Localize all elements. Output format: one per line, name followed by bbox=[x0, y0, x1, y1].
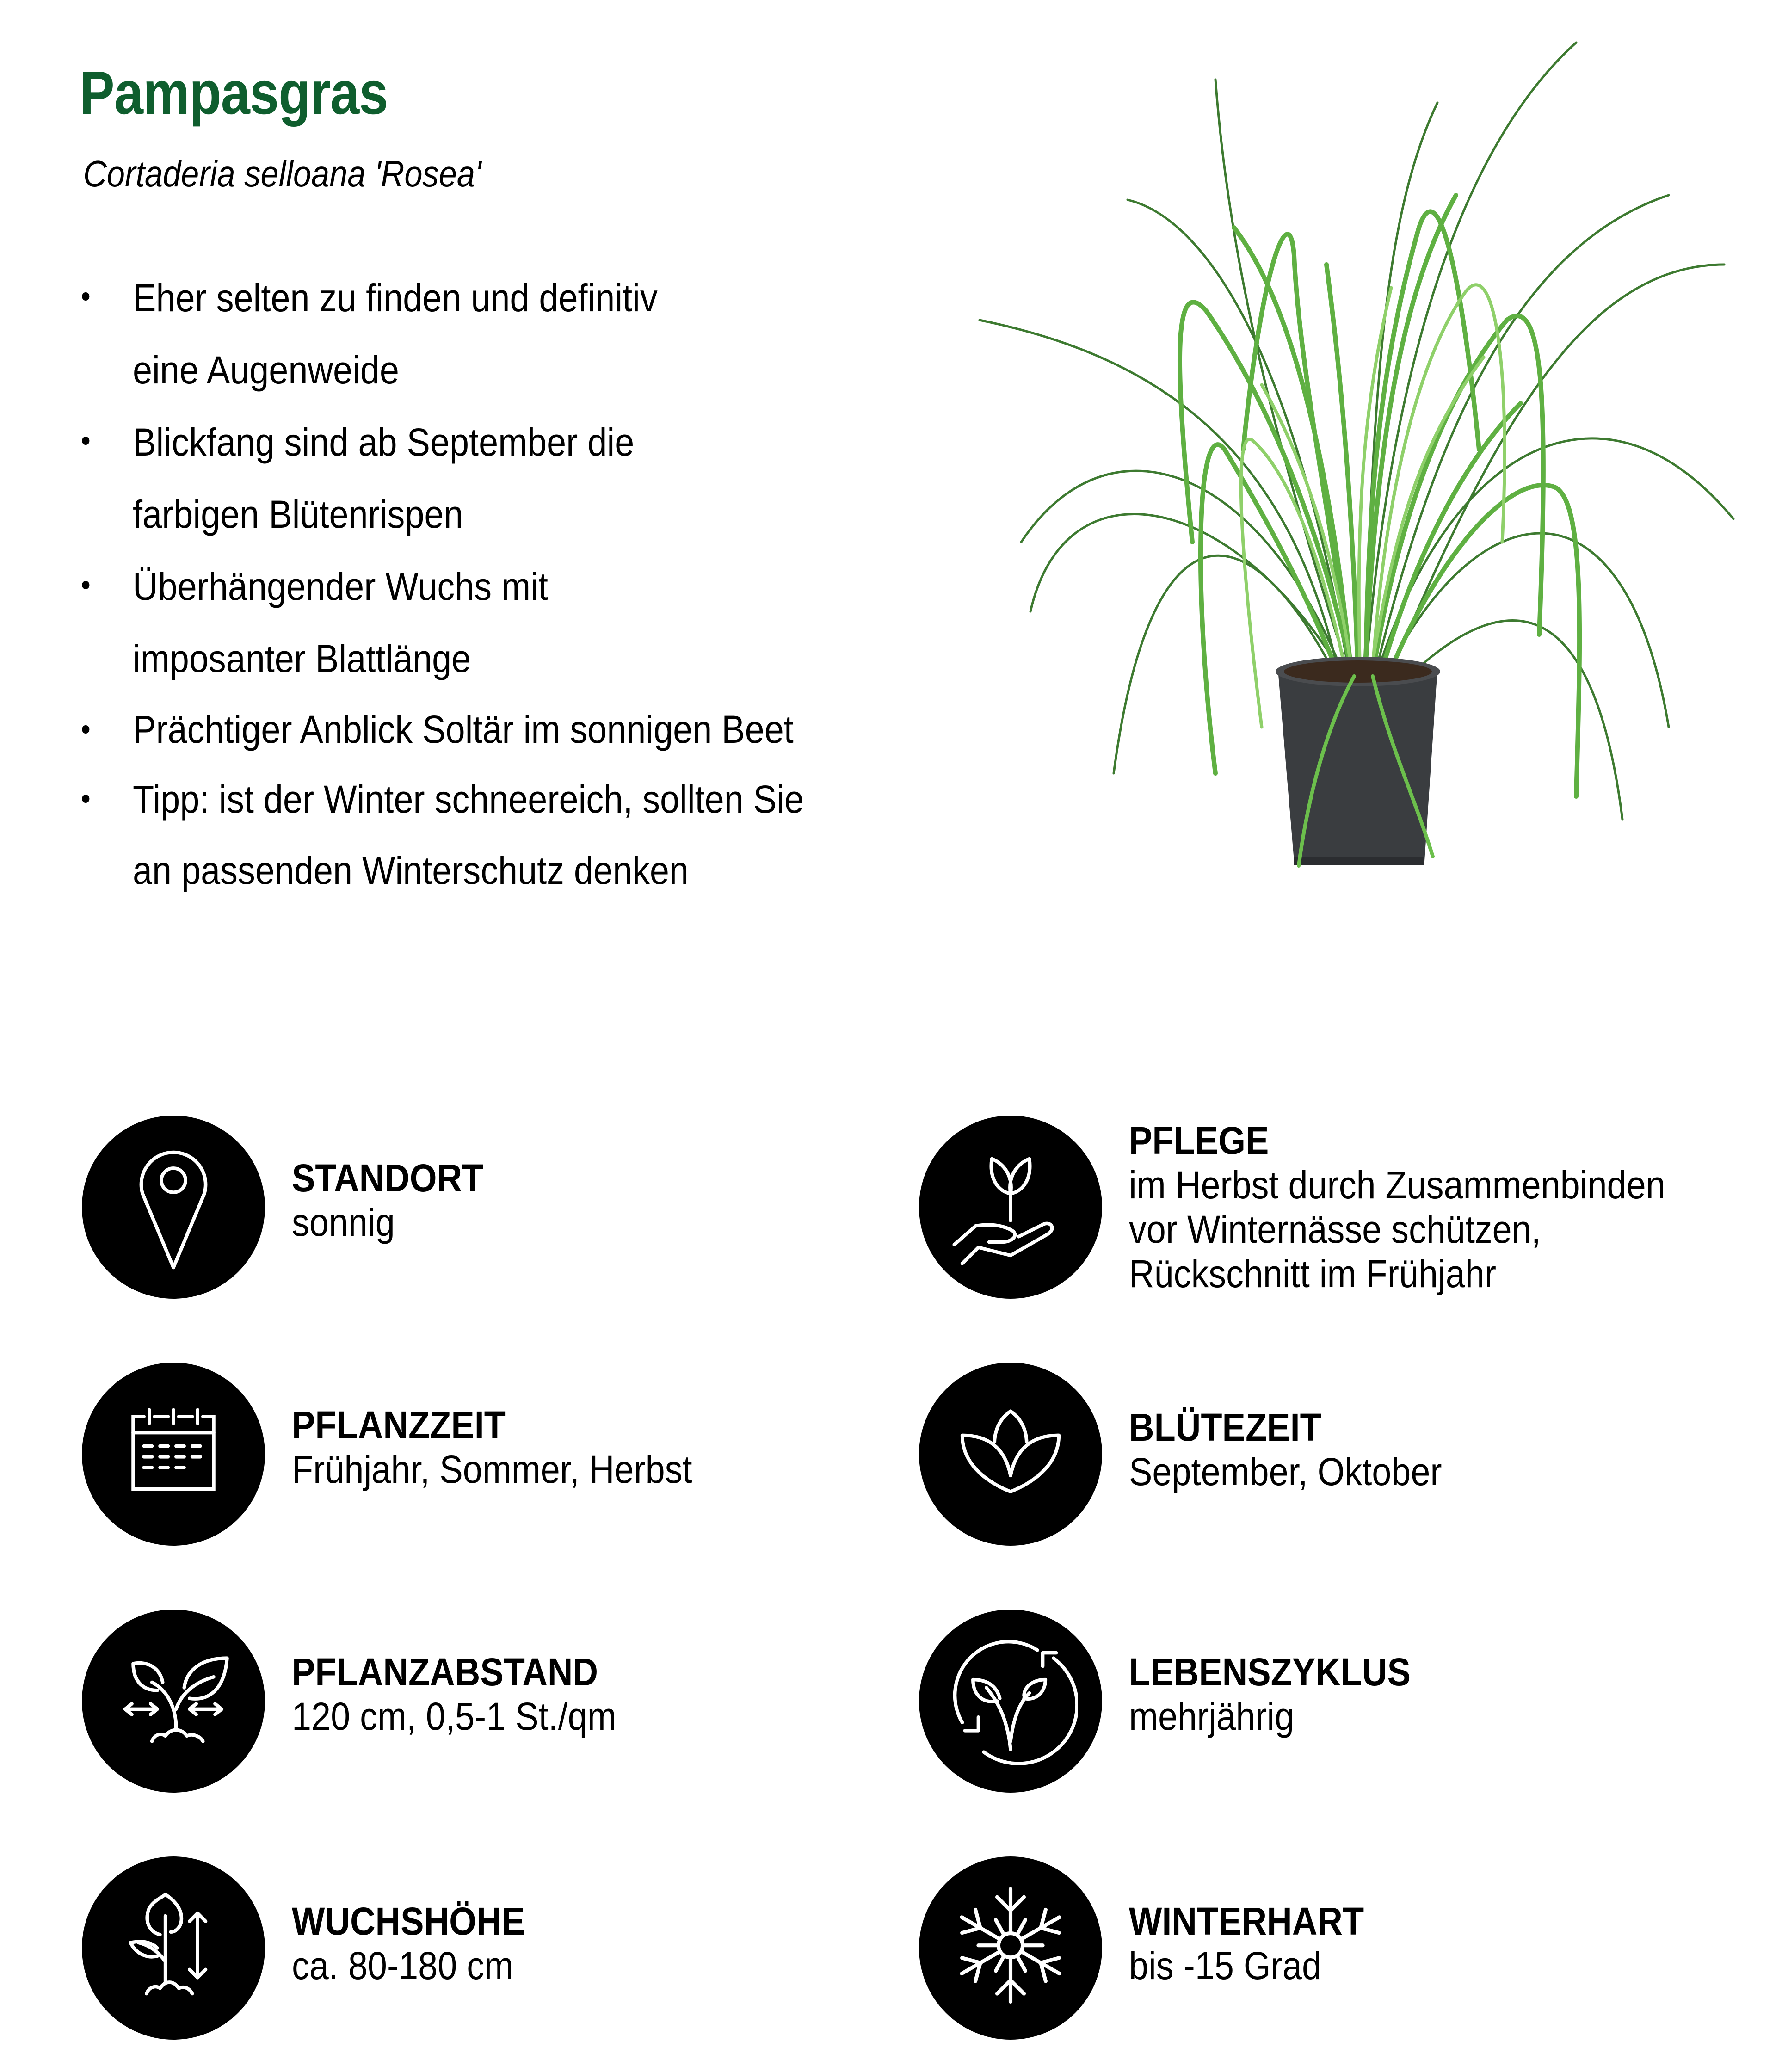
info-pflege bbox=[919, 1116, 1725, 1299]
info-standort bbox=[82, 1116, 505, 1299]
snowflake-icon bbox=[919, 1856, 1102, 2040]
bluetezeit-label: BLÜTEZEIT bbox=[1129, 1406, 1321, 1449]
info-winterhart bbox=[919, 1856, 1390, 2040]
standort-value: sonnig bbox=[292, 1201, 395, 1244]
plant-height-icon bbox=[82, 1856, 265, 2040]
calendar-icon bbox=[82, 1363, 265, 1546]
winterhart-label: WINTERHART bbox=[1129, 1899, 1364, 1943]
bullet-icon bbox=[82, 292, 89, 301]
feature-item: Überhängender Wuchs mit bbox=[79, 550, 924, 623]
pflanzabstand-label: PFLANZABSTAND bbox=[292, 1650, 598, 1694]
info-lebenszyklus bbox=[919, 1610, 1442, 1793]
feature-item: Blickfang sind ab September die bbox=[79, 406, 924, 478]
bullet-icon bbox=[82, 437, 89, 445]
info-bluetezeit bbox=[919, 1363, 1477, 1546]
lebenszyklus-value: mehrjährig bbox=[1129, 1695, 1295, 1738]
product-title: Pampasgras bbox=[80, 59, 388, 127]
plant-spacing-icon bbox=[82, 1610, 265, 1793]
info-wuchshoehe bbox=[82, 1856, 551, 2040]
wuchshoehe-label: WUCHSHÖHE bbox=[292, 1899, 525, 1943]
wuchshoehe-value: ca. 80-180 cm bbox=[292, 1944, 514, 1987]
winterhart-value: bis -15 Grad bbox=[1129, 1944, 1321, 1987]
bullet-icon bbox=[82, 795, 89, 803]
standort-label: STANDORT bbox=[292, 1156, 484, 1200]
feature-item-cont: eine Augenweide bbox=[133, 348, 399, 392]
info-pflanzzeit bbox=[82, 1363, 737, 1546]
feature-item: Prächtiger Anblick Soltär im sonnigen Beet bbox=[79, 695, 924, 764]
pflanzabstand-value: 120 cm, 0,5-1 St./qm bbox=[292, 1695, 617, 1738]
pflege-label: PFLEGE bbox=[1129, 1119, 1269, 1162]
plant-photo bbox=[975, 33, 1738, 880]
pflege-value: im Herbst durch Zusammenbinden vor Winternässe schützen, Rückschnitt im Frühjahr bbox=[1129, 1163, 1665, 1295]
bullet-icon bbox=[82, 725, 89, 734]
feature-list bbox=[79, 262, 939, 906]
pflanzzeit-label: PFLANZZEIT bbox=[292, 1403, 506, 1447]
pflanzzeit-value: Frühjahr, Sommer, Herbst bbox=[292, 1448, 692, 1491]
feature-item: Eher selten zu finden und definitiv bbox=[79, 262, 924, 334]
latin-name: Cortaderia selloana 'Rosea' bbox=[83, 153, 481, 194]
feature-item-cont: farbigen Blütenrispen bbox=[133, 493, 463, 536]
feature-item-cont: an passenden Winterschutz denken bbox=[133, 849, 689, 892]
lebenszyklus-label: LEBENSZYKLUS bbox=[1129, 1650, 1411, 1694]
bluetezeit-value: September, Oktober bbox=[1129, 1450, 1442, 1493]
hand-seedling-icon bbox=[919, 1116, 1102, 1299]
flower-icon bbox=[919, 1363, 1102, 1546]
location-pin-icon bbox=[82, 1116, 265, 1299]
plant-cycle-icon bbox=[919, 1610, 1102, 1793]
info-pflanzabstand bbox=[82, 1610, 653, 1793]
feature-item-cont: imposanter Blattlänge bbox=[133, 637, 471, 680]
feature-item: Tipp: ist der Winter schneereich, sollten Sie bbox=[79, 764, 924, 834]
bullet-icon bbox=[82, 581, 89, 589]
